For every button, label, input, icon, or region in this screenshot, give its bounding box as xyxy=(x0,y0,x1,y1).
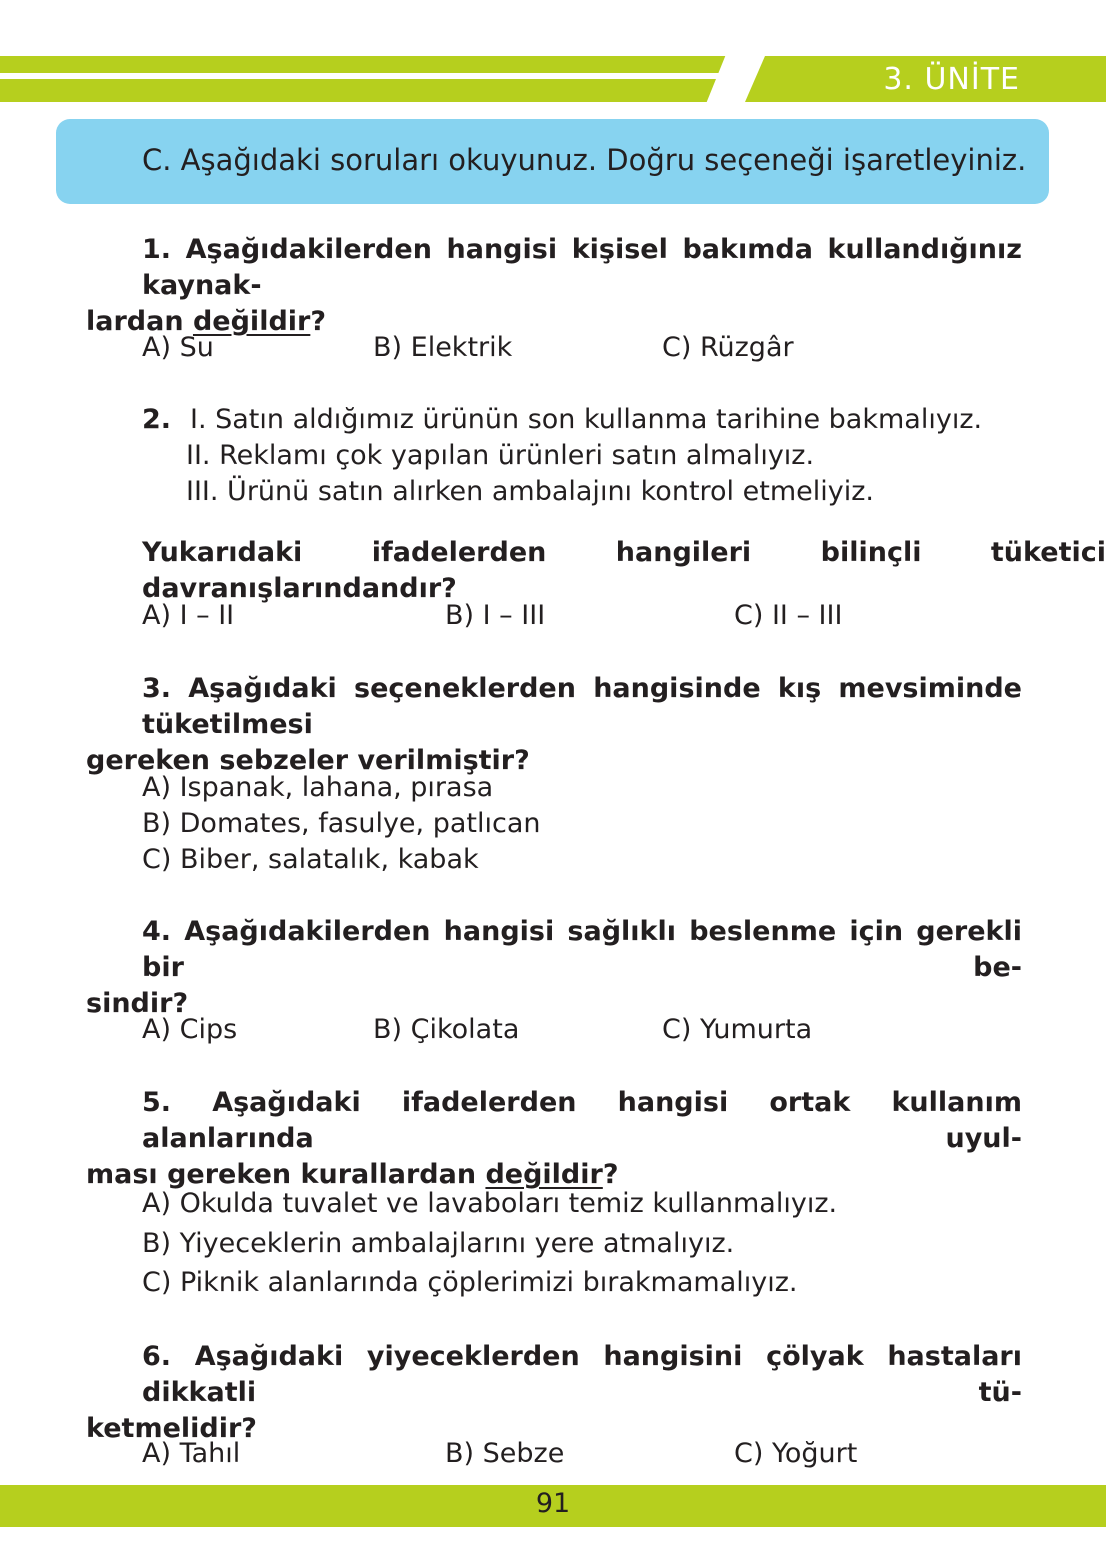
question-3 xyxy=(86,671,1022,779)
page-number: 91 xyxy=(535,1488,571,1519)
q1-option-a[interactable]: A) Su xyxy=(142,332,214,363)
q4-option-b[interactable]: B) Çikolata xyxy=(373,1014,520,1045)
q5-option-b[interactable]: B) Yiyeceklerin ambalajlarını yere atmalıyız. xyxy=(142,1228,735,1259)
q1-option-c[interactable]: C) Rüzgâr xyxy=(662,332,794,363)
question-4 xyxy=(86,914,1022,1022)
q2-option-b[interactable]: B) I – III xyxy=(445,600,546,631)
question-1-line2: lardan değildir? xyxy=(86,306,327,337)
q6-option-b[interactable]: B) Sebze xyxy=(445,1438,565,1469)
q1-option-b[interactable]: B) Elektrik xyxy=(373,332,513,363)
header-band xyxy=(0,56,732,102)
q3-option-a[interactable]: A) Ispanak, lahana, pırasa xyxy=(142,772,494,803)
instruction-text: C. Aşağıdaki soruları okuyunuz. Doğru seçeneği işaretleyiniz. xyxy=(142,143,1027,177)
question-3-line2: gereken sebzeler verilmiştir? xyxy=(86,745,530,776)
question-5 xyxy=(86,1085,1022,1193)
question-3-line1: 3. Aşağıdaki seçeneklerden hangisinde kış mevsiminde tüketilmesi xyxy=(142,673,1022,740)
question-5-line2: ması gereken kurallardan değildir? xyxy=(86,1159,619,1190)
question-2-text: Yukarıdaki ifadelerden hangileri bilinçli tüketici davranışlarındandır? xyxy=(142,537,1106,604)
q4-option-c[interactable]: C) Yumurta xyxy=(662,1014,813,1045)
question-4-line1: 4. Aşağıdakilerden hangisi sağlıklı beslenme için gerekli bir be- xyxy=(142,916,1022,983)
q2-statement-3: III. Ürünü satın alırken ambalajını kontrol etmeliyiz. xyxy=(186,476,874,507)
emphasis-degildir: değildir xyxy=(485,1159,603,1190)
q3-option-b[interactable]: B) Domates, fasulye, patlıcan xyxy=(142,808,541,839)
q6-option-c[interactable]: C) Yoğurt xyxy=(734,1438,858,1469)
question-1-line1: 1. Aşağıdakilerden hangisi kişisel bakımda kullandığınız kaynak- xyxy=(142,234,1022,301)
q5-option-a[interactable]: A) Okulda tuvalet ve lavaboları temiz kullanmalıyız. xyxy=(142,1188,838,1219)
header-stripe xyxy=(0,73,728,79)
q2-statement-1: I. Satın aldığımız ürünün son kullanma tarihine bakmalıyız. xyxy=(190,404,983,435)
q6-option-a[interactable]: A) Tahıl xyxy=(142,1438,241,1469)
question-2-number: 2. xyxy=(142,404,172,435)
q2-option-a[interactable]: A) I – II xyxy=(142,600,235,631)
unit-label: 3. ÜNİTE xyxy=(883,62,1020,97)
q4-option-a[interactable]: A) Cips xyxy=(142,1014,238,1045)
q2-option-c[interactable]: C) II – III xyxy=(734,600,843,631)
question-5-line1: 5. Aşağıdaki ifadelerden hangisi ortak kullanım alanlarında uyul- xyxy=(142,1087,1022,1154)
question-6-line2: ketmelidir? xyxy=(86,1413,257,1444)
q5-option-c[interactable]: C) Piknik alanlarında çöplerimizi bırakmamalıyız. xyxy=(142,1267,798,1298)
question-1 xyxy=(86,232,1022,340)
question-6-line1: 6. Aşağıdaki yiyeceklerden hangisini çölyak hastaları dikkatli tü- xyxy=(142,1341,1022,1408)
question-6 xyxy=(86,1339,1022,1447)
question-4-line2: sindir? xyxy=(86,988,189,1019)
emphasis-degildir: değildir xyxy=(192,306,311,337)
q3-option-c[interactable]: C) Biber, salatalık, kabak xyxy=(142,844,479,875)
q2-statement-2: II. Reklamı çok yapılan ürünleri satın almalıyız. xyxy=(186,440,815,471)
